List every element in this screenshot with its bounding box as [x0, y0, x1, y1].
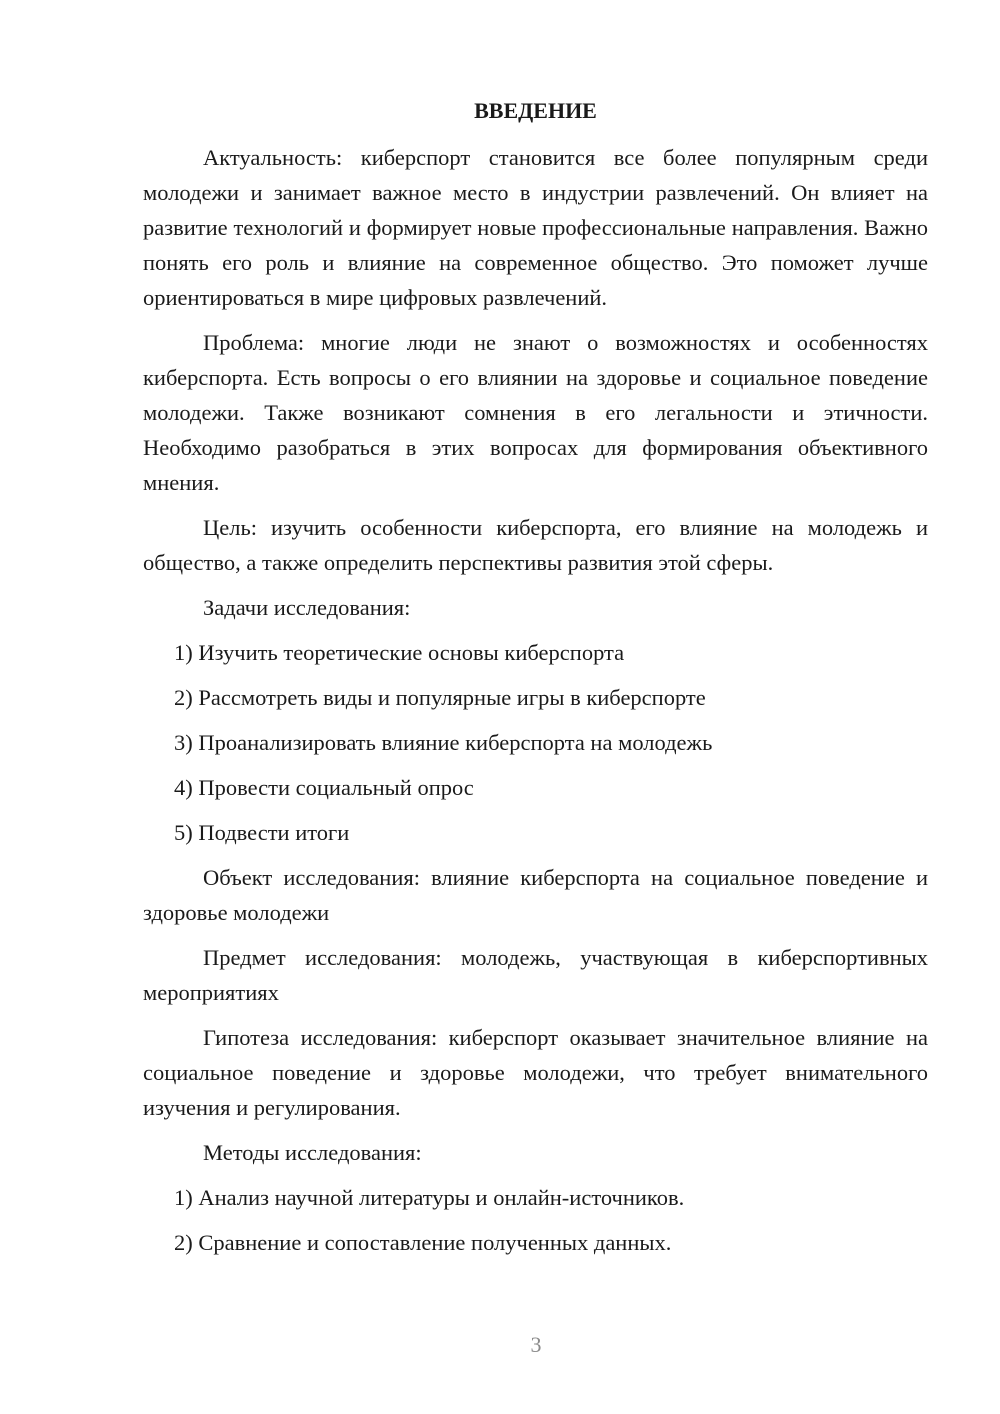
- tasks-list: [143, 635, 928, 850]
- problem-paragraph: Проблема: многие люди не знают о возможностях и особенностях киберспорта. Есть вопросы о его влиянии на здоровье и социальное поведение молодежи. Также возникают сомнения в его легальности и этичности. Необходимо разобраться в этих вопросах для формирования объективного мнения.: [143, 330, 928, 495]
- document-page: [143, 96, 928, 1270]
- relevance-paragraph: Актуальность: киберспорт становится все более популярным среди молодежи и занимает важное место в индустрии развлечений. Он влияет на развитие технологий и формирует новые профессиональные направления. Важно понять его роль и влияние на современное общество. Это поможет лучше ориентироваться в мире цифровых развлечений.: [143, 145, 928, 310]
- goal-paragraph: Цель: изучить особенности киберспорта, его влияние на молодежь и общество, а также определить перспективы развития этой сферы.: [143, 515, 928, 575]
- object-paragraph: Объект исследования: влияние киберспорта на социальное поведение и здоровье молодежи: [143, 865, 928, 925]
- methods-list: [143, 1180, 928, 1260]
- list-item: 5) Подвести итоги: [174, 820, 350, 845]
- list-item: 1) Изучить теоретические основы киберспорта: [174, 640, 625, 665]
- section-title: ВВЕДЕНИЕ: [474, 98, 597, 123]
- list-item: 4) Провести социальный опрос: [174, 775, 474, 800]
- list-item: 2) Рассмотреть виды и популярные игры в киберспорте: [174, 685, 706, 710]
- list-item: 1) Анализ научной литературы и онлайн-источников.: [174, 1185, 685, 1210]
- list-item: 2) Сравнение и сопоставление полученных данных.: [174, 1230, 672, 1255]
- hypothesis-paragraph: Гипотеза исследования: киберспорт оказывает значительное влияние на социальное поведение и здоровье молодежи, что требует внимательного изучения и регулирования.: [143, 1025, 928, 1120]
- list-item: 3) Проанализировать влияние киберспорта на молодежь: [174, 730, 713, 755]
- tasks-heading: Задачи исследования:: [203, 595, 411, 620]
- subject-paragraph: Предмет исследования: молодежь, участвующая в киберспортивных мероприятиях: [143, 945, 928, 1005]
- page-number: 3: [530, 1332, 542, 1357]
- methods-heading: Методы исследования:: [203, 1140, 422, 1165]
